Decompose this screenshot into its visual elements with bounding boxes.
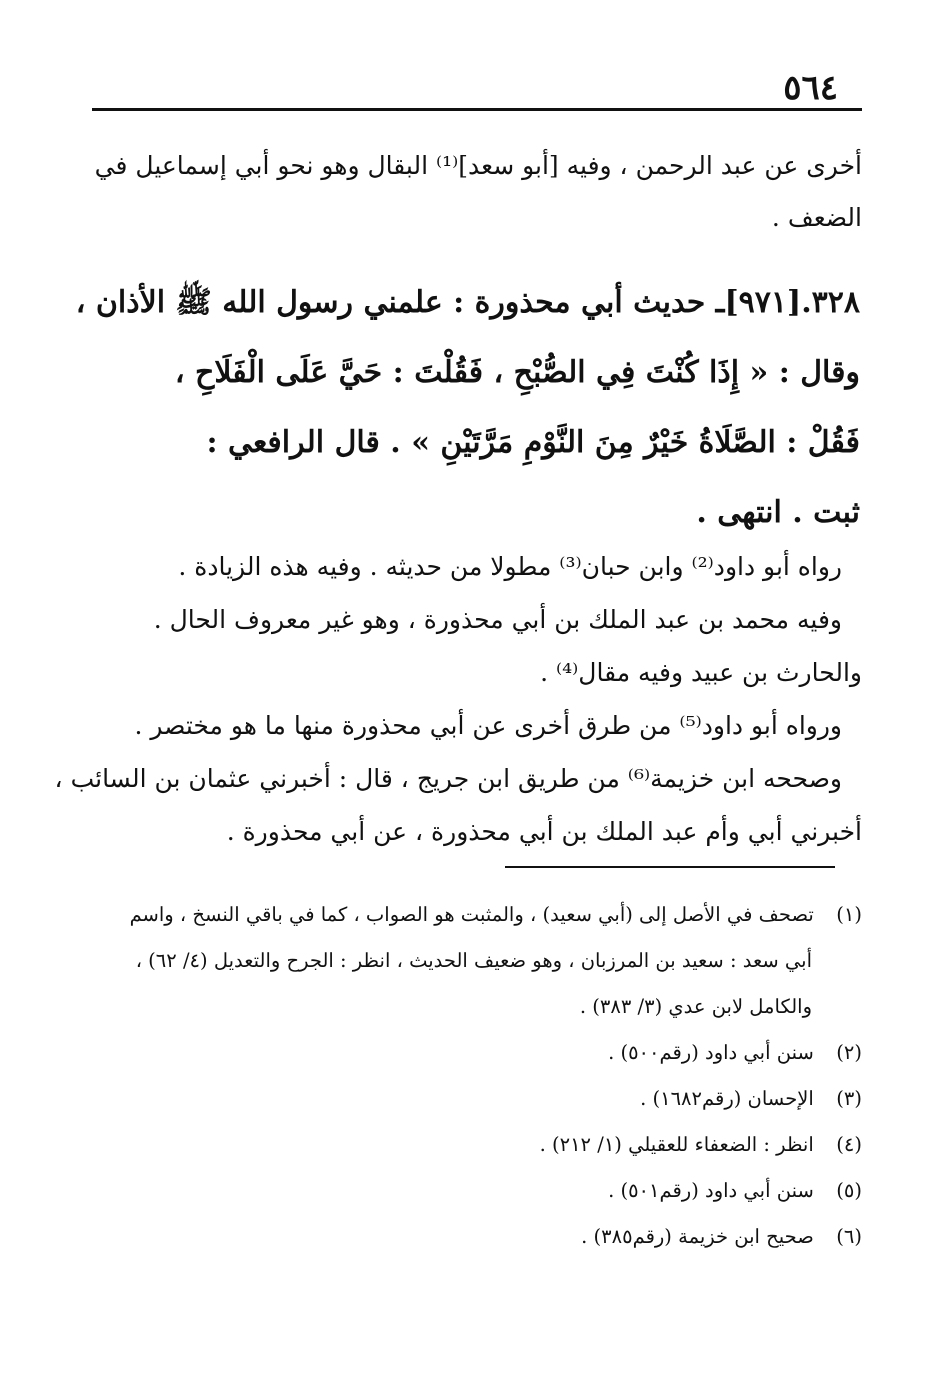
commentary-line: أخبرني أبي وأم عبد الملك بن أبي محذورة ، عن أبي محذورة . (226, 817, 862, 846)
footnote-item (82, 1214, 862, 1260)
footnote-number: (٦) (836, 1225, 862, 1248)
footnote-number: (٢) (836, 1041, 862, 1064)
footnote-item (82, 1030, 862, 1076)
footnote-text: والكامل لابن عدي (٣/ ٣٨٣) . (579, 995, 812, 1018)
header-rule (92, 108, 862, 111)
hadith-line: فَقُلْ : الصَّلَاةُ خَيْرٌ مِنَ النَّوْمِ مَرَّتَيْنِ » . قال الرافعي : (206, 425, 860, 460)
footnote-number: (٣) (836, 1087, 862, 1110)
footnote-item (82, 1168, 862, 1214)
footnote-item (82, 892, 862, 1030)
footnote-number: (١) (836, 903, 862, 926)
footnote-separator (505, 866, 835, 868)
hadith-line: ثبت . انتهى . (696, 495, 860, 530)
intro-paragraph (92, 140, 862, 244)
commentary-line: وفيه محمد بن عبد الملك بن أبي محذورة ، وهو غير معروف الحال . (153, 605, 842, 634)
footnote-text: الإحسان (رقم١٦٨٢) . (640, 1087, 814, 1110)
commentary-line: ورواه أبو داود⁽⁵⁾ من طرق أخرى عن أبي محذورة منها ما هو مختصر . (134, 711, 842, 740)
footnote-text: تصحف في الأصل إلى (أبي سعيد) ، والمثبت هو الصواب ، كما في باقي النسخ ، واسم (129, 903, 814, 926)
commentary (54, 540, 862, 858)
footnote-text: سنن أبي داود (رقم٥٠١) . (608, 1179, 814, 1202)
commentary-line: والحارث بن عبيد وفيه مقال⁽⁴⁾ . (540, 658, 862, 687)
footnote-item (82, 1076, 862, 1122)
footnote-number: (٤) (836, 1133, 862, 1156)
footnote-text: صحيح ابن خزيمة (رقم٣٨٥) . (581, 1225, 814, 1248)
footnote-text: أبي سعد : سعيد بن المرزبان ، وهو ضعيف الحديث ، انظر : الجرح والتعديل (٤/ ٦٢) ، (135, 949, 812, 972)
commentary-line: رواه أبو داود⁽²⁾ وابن حبان⁽³⁾ مطولا من حديثه . وفيه هذه الزيادة . (178, 552, 842, 581)
footnote-number: (٥) (836, 1179, 862, 1202)
intro-line: الضعف . (771, 203, 862, 232)
footnote-item (82, 1122, 862, 1168)
footnotes (82, 892, 862, 1260)
intro-line: أخرى عن عبد الرحمن ، وفيه [أبو سعد]⁽¹⁾ البقال وهو نحو أبي إسماعيل في (94, 151, 862, 180)
hadith-line: وقال : « إِذَا كُنْتَ فِي الصُّبْحِ ، فَقُلْتَ : حَيَّ عَلَى الْفَلَاحِ ، (174, 355, 860, 390)
footnote-text: انظر : الضعفاء للعقيلي (١/ ٢١٢) . (539, 1133, 814, 1156)
hadith-line: ٣٢٨.[٩٧١]ـ حديث أبي محذورة : علمني رسول الله ﷺ الأذان ، (75, 285, 860, 320)
page-number: ٥٦٤ (783, 68, 838, 108)
hadith-heading (75, 268, 860, 548)
footnote-text: سنن أبي داود (رقم٥٠٠) . (608, 1041, 814, 1064)
commentary-line: وصححه ابن خزيمة⁽⁶⁾ من طريق ابن جريج ، قال : أخبرني عثمان بن السائب ، (54, 764, 842, 793)
